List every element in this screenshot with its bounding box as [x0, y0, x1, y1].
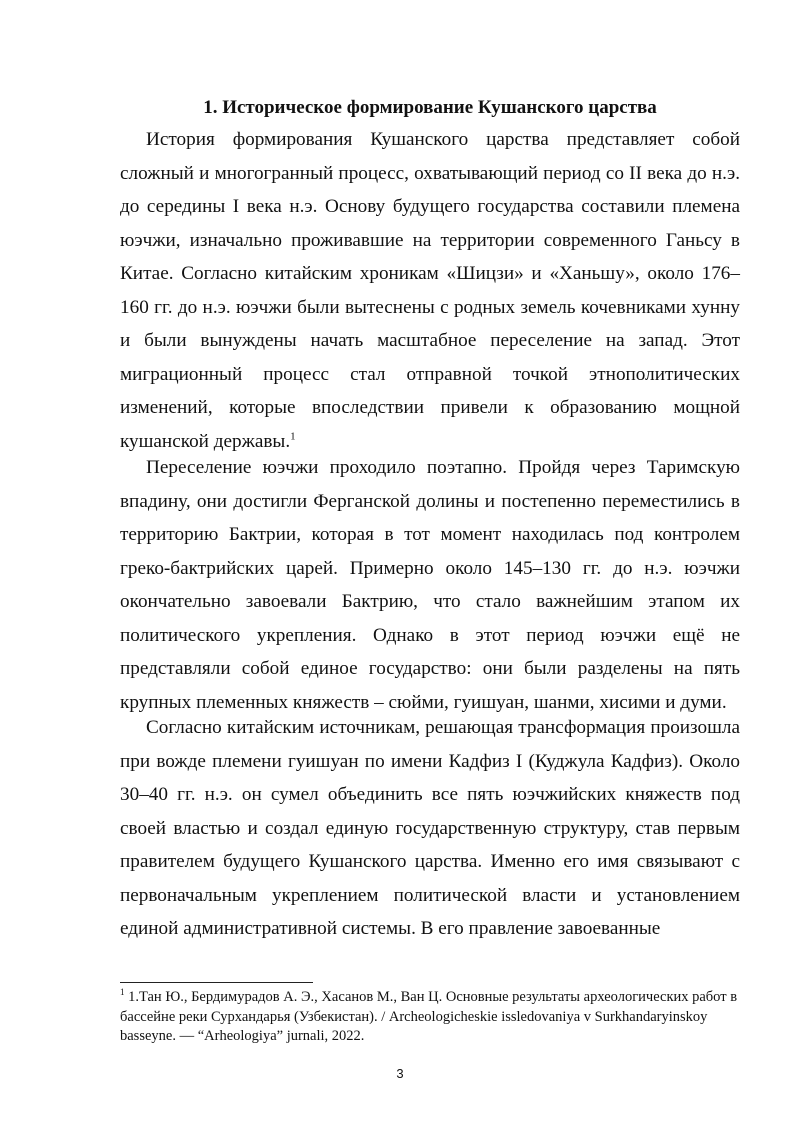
- footnote-reference[interactable]: 1: [290, 430, 296, 443]
- footnote-text: 1.Тан Ю., Бердимурадов А. Э., Хасанов М., Ван Ц. Основные результаты археологических работ в бассейне реки Сурхандарья (Узбекистан). / Archeologicheskie issledovaniya v Surkhandaryinskoy basseyne. — “Arheologiya” jurnali, 2022.: [120, 989, 738, 1044]
- paragraph-1: [120, 123, 740, 458]
- footnote-separator: [120, 982, 313, 983]
- paragraph-3: Согласно китайским источникам, решающая трансформация произошла при вожде племени гуишуан по имени Кадфиз I (Куджула Кадфиз). Около 30–40 гг. н.э. он сумел объединить все пять юэчжийских княжеств под своей властью и создал единую государственную структуру, став первым правителем будущего Кушанского царства. Именно его имя связывают с первоначальным укреплением политической власти и установлением единой административной системы. В его правление завоеванные: [120, 717, 740, 939]
- section-heading: 1. Историческое формирование Кушанского царства: [203, 97, 657, 118]
- footnote-marker: 1: [120, 987, 125, 998]
- paragraph-1-text: История формирования Кушанского царства представляет собой сложный и многогранный процесс, охватывающий период со II века до н.э. до середины I века н.э. Основу будущего государства составили племена юэчжи, изначально проживавшие на территории современного Ганьсу в Китае. Согласно китайским хроникам «Шицзи» и «Ханьшу», около 176–160 гг. до н.э. юэчжи были вытеснены с родных земель кочевниками хунну и были вынуждены начать масштабное переселение на запад. Этот миграционный процесс стал отправной точкой этнополитических изменений, которые впоследствии привели к образованию мощной кушанской державы.: [120, 129, 740, 452]
- paragraph-2: Переселение юэчжи проходило поэтапно. Пройдя через Таримскую впадину, они достигли Ферганской долины и постепенно переместились в территорию Бактрии, которая в тот момент находилась под контролем греко-бактрийских царей. Примерно около 145–130 гг. до н.э. юэчжи окончательно завоевали Бактрию, что стало важнейшим этапом их политического укрепления. Однако в этот период юэчжи ещё не представляли собой единое государство: они были разделены на пять крупных племенных княжеств – сюйми, гуишуан, шанми, хисими и думи.: [120, 457, 740, 713]
- footnote: [120, 988, 740, 1047]
- page-number: 3: [396, 1066, 404, 1081]
